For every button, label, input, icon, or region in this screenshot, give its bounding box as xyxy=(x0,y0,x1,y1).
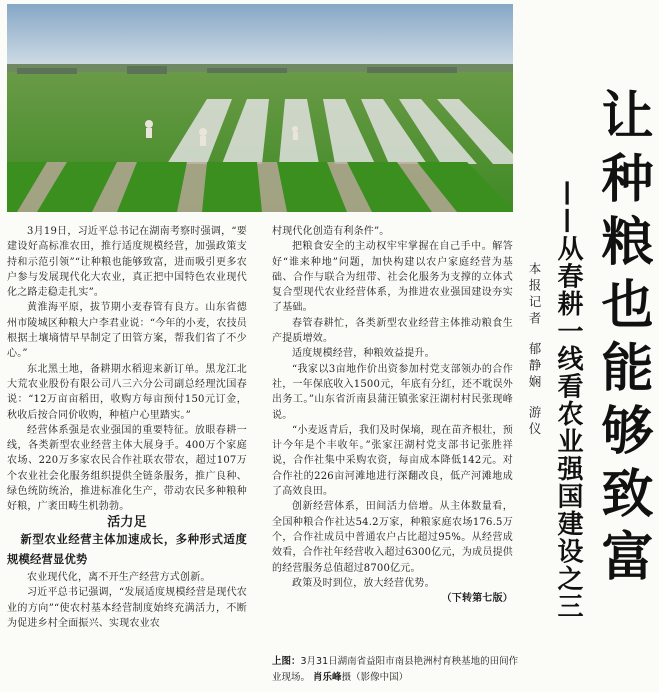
photo-caption xyxy=(272,654,522,686)
headline-title: 让种粮也能够致富 xyxy=(592,88,652,592)
paragraph: 创新经营体系，田间活力倍增。从主体数量看，全国种粮合作社达54.2万家，种粮家庭农场176.5万个，合作社成员中普通农户占比超过95%。从经营成效看，合作社年经营收入超过6300亿元，为成员提供的经营服务总值超过8700亿元。 xyxy=(272,501,513,574)
paragraph: 东北黑土地，备耕期水稻迎来新订单。黑龙江北大荒农业股份有限公司八三六分公司副总经理沈国春说：“12万亩亩稻田，收购方每亩预付150元订金，秋收后按合同价收购，种植户心里踏实。” xyxy=(7,363,247,421)
paragraph: 春管春耕忙，各类新型农业经营主体推动粮食生产提质增效。 xyxy=(272,317,513,345)
paragraph: 把粮食安全的主动权牢牢掌握在自己手中。解答好“谁来种地”问题，加快构建以农户家庭经营为基础、合作与联合为纽带、社会化服务为支撑的立体式复合型现代农业经营体系，为推进农业强国建设夯实了基础。 xyxy=(272,241,513,314)
paragraph: 农业现代化，离不开生产经营方式创新。 xyxy=(27,571,211,583)
paragraph: “小麦返青后，我们及时保墒，现在苗齐根壮，预计今年是个丰收年。”张家汪湖村党支部书记张胜祥说，合作社集中采购农资，每亩成本降低142元。对合作社的226亩河滩地进行深翻改良，低产河滩地成了高效良田。 xyxy=(272,424,513,498)
caption-label: 上图： xyxy=(272,656,301,667)
paragraph: 3月19日，习近平总书记在湖南考察时强调，“要建设好高标准农田，推行适度规模经营，加强政策支持和示范引领”“让种粮也能够致富，进而吸引更多农户参与发展现代化大农业，真正把中国特色农业现代化之路走稳走扎实”。 xyxy=(7,226,247,299)
byline-author-2: 游仪 xyxy=(527,405,542,439)
paragraph: 政策及时到位，放大经营优势。 xyxy=(292,577,435,589)
caption-credit: 摄（影像中国） xyxy=(341,672,409,683)
continued-note: （下转第七版） xyxy=(441,593,513,605)
paragraph: “我家以3亩地作价出资参加村党支部领办的合作社，一年保底收入1500元，年底有分红，还不耽误外出务工。”山东省沂南县蒲汪镇张家汪湖村村民张现峰说。 xyxy=(272,363,513,421)
article-column-1 xyxy=(7,224,247,631)
headline-subtitle: ——从春耕一线看农业强国建设之三 xyxy=(553,180,583,620)
section-subhead: 活力足 xyxy=(107,514,147,530)
paragraph: 村现代化创造有利条件”。 xyxy=(272,226,390,237)
section-subsubhead: 新型农业经营主体加速成长，多种形式适度规模经营显优势 xyxy=(7,532,247,566)
article-column-2 xyxy=(272,224,513,606)
paragraph: 黄淮海平原，拔节期小麦春管有良方。山东省德州市陵城区种粮大户李君业说：“今年的小麦，农技员根据土壤墒情早早制定了田管方案，帮我们省了不少心。” xyxy=(7,302,247,360)
paragraph: 习近平总书记强调，“发展适度规模经营是现代农业的方向”“使农村基本经营制度始终充满活力，不断为促进乡村全面振兴、实现农业农 xyxy=(7,587,247,629)
byline-prefix: 本报记者 xyxy=(527,262,542,328)
caption-photographer: 肖乐峰 xyxy=(313,672,342,683)
paragraph: 经营体系强是农业强国的重要特征。放眼春耕一线，各类新型农业经营主体大展身手。400万个家庭农场、220万多家农民合作社联农带农，超过107万个农业社会化服务组织提供全链条服务，推广良种、绿色统防统治，推进标准化生产，带动农民多种粮种好粮，广袤田畴生机勃勃。 xyxy=(7,424,247,513)
caption-text: 3月31日湖南省益阳市南县艳洲村育秧基地的田间作业现场。 xyxy=(272,656,519,683)
byline-author-1: 郁静娴 xyxy=(527,342,542,392)
farm-field-photo xyxy=(7,4,513,212)
byline xyxy=(525,262,543,439)
paragraph: 适度规模经营，种粮效益提升。 xyxy=(292,348,435,360)
